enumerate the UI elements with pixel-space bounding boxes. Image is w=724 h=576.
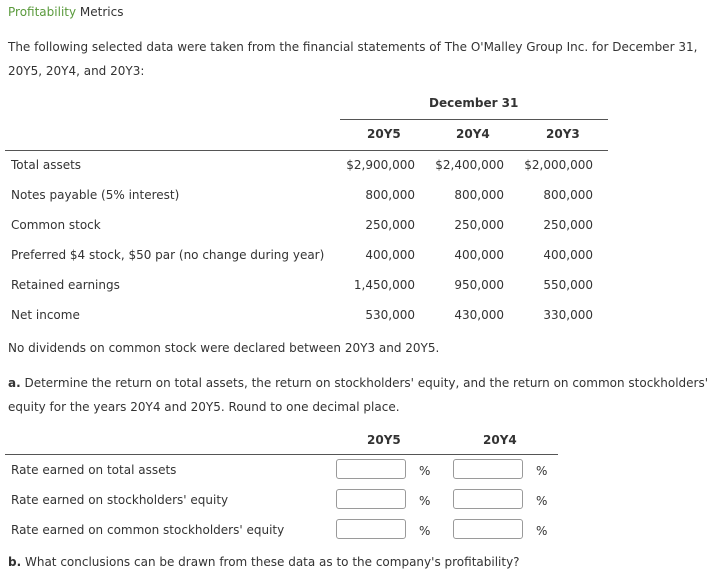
cell-20y4: 800,000: [454, 188, 504, 202]
page-title-rest: Metrics: [76, 5, 124, 19]
row-label: Common stock: [11, 218, 101, 232]
part-b-label: b.: [8, 555, 22, 569]
cell-20y3: 400,000: [543, 248, 593, 262]
cell-20y3: 800,000: [543, 188, 593, 202]
cell-20y5: 400,000: [365, 248, 415, 262]
cell-20y5: 1,450,000: [353, 278, 415, 292]
rate-stockholders-equity-20y5-input[interactable]: [336, 489, 406, 509]
page-title: [8, 5, 123, 19]
cell-20y5: $2,900,000: [346, 158, 415, 172]
part-a-text: Determine the return on total assets, the return on stockholders' equity, and the return on common stockholders': [20, 376, 709, 390]
dividend-note: No dividends on common stock were declared between 20Y3 and 20Y5.: [8, 341, 440, 355]
answer-row-label: Rate earned on common stockholders' equity: [11, 523, 285, 537]
answer-col-header-20y4: 20Y4: [483, 433, 517, 447]
cell-20y5: 250,000: [365, 218, 415, 232]
answer-header-rule: [5, 454, 558, 455]
cell-20y4: 950,000: [454, 278, 504, 292]
rate-total-assets-20y5-input[interactable]: [336, 459, 406, 479]
percent-sign: %: [536, 494, 548, 508]
col-header-20y4: 20Y4: [456, 127, 490, 141]
intro-line-1: The following selected data were taken from the financial statements of The O'Malley Group Inc. for December 31,: [8, 40, 698, 54]
rate-stockholders-equity-20y4-input[interactable]: [453, 489, 523, 509]
cell-20y3: $2,000,000: [524, 158, 593, 172]
row-label: Net income: [11, 308, 80, 322]
intro-line-2: 20Y5, 20Y4, and 20Y3:: [8, 64, 145, 78]
answer-row-label: Rate earned on stockholders' equity: [11, 493, 229, 507]
part-a-label: a.: [8, 376, 21, 390]
row-label: Preferred $4 stock, $50 par (no change during year): [11, 248, 325, 262]
rate-total-assets-20y4-input[interactable]: [453, 459, 523, 479]
col-header-20y3: 20Y3: [546, 127, 580, 141]
cell-20y4: 430,000: [454, 308, 504, 322]
group-header-rule: [340, 119, 608, 120]
answer-row-label: Rate earned on total assets: [11, 463, 177, 477]
cell-20y3: 250,000: [543, 218, 593, 232]
row-label: Total assets: [11, 158, 82, 172]
page-title-highlight: Profitability: [8, 5, 77, 19]
percent-sign: %: [536, 464, 548, 478]
cell-20y3: 550,000: [543, 278, 593, 292]
col-header-20y5: 20Y5: [367, 127, 401, 141]
row-label: Notes payable (5% interest): [11, 188, 180, 202]
cell-20y5: 800,000: [365, 188, 415, 202]
row-label: Retained earnings: [11, 278, 120, 292]
table-header-rule: [5, 150, 608, 151]
part-a-question-line-2: equity for the years 20Y4 and 20Y5. Round to one decimal place.: [8, 400, 400, 414]
answer-col-header-20y5: 20Y5: [367, 433, 401, 447]
rate-common-stockholders-equity-20y5-input[interactable]: [336, 519, 406, 539]
rate-common-stockholders-equity-20y4-input[interactable]: [453, 519, 523, 539]
part-b-text: What conclusions can be drawn from these data as to the company's profitability?: [21, 555, 520, 569]
cell-20y5: 530,000: [365, 308, 415, 322]
percent-sign: %: [419, 464, 431, 478]
cell-20y4: 250,000: [454, 218, 504, 232]
percent-sign: %: [536, 524, 548, 538]
group-header-december-31: December 31: [429, 96, 519, 110]
percent-sign: %: [419, 524, 431, 538]
cell-20y4: $2,400,000: [435, 158, 504, 172]
cell-20y4: 400,000: [454, 248, 504, 262]
part-b-question: [8, 555, 520, 569]
percent-sign: %: [419, 494, 431, 508]
cell-20y3: 330,000: [543, 308, 593, 322]
part-a-question-line-1: [8, 376, 708, 390]
